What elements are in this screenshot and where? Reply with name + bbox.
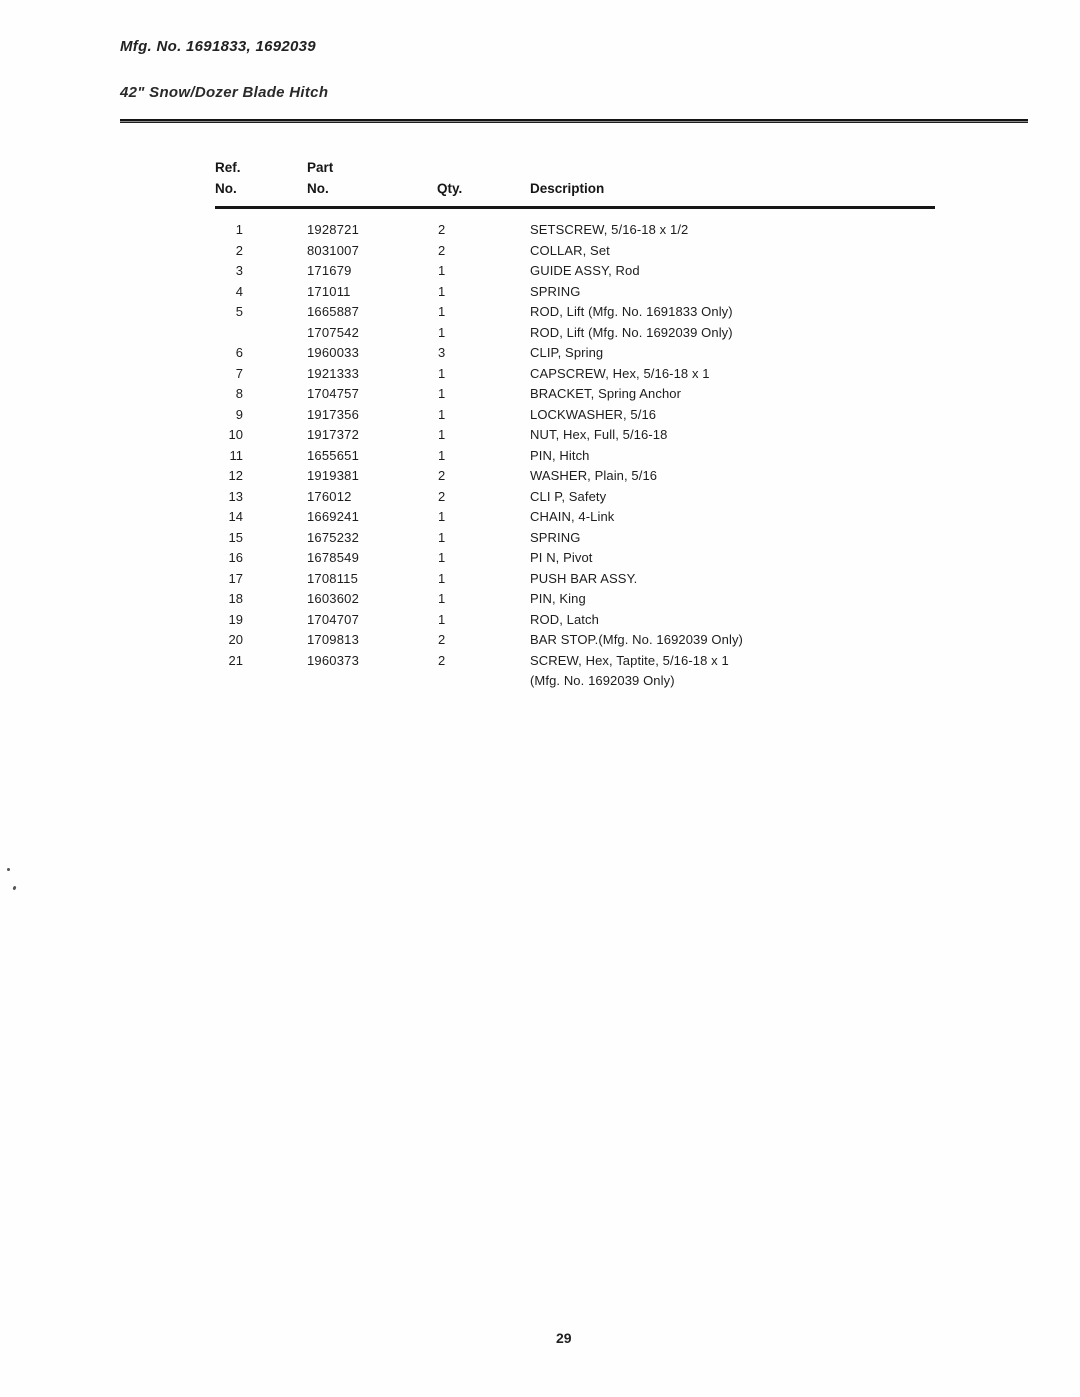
table-row bbox=[215, 466, 977, 487]
header-description bbox=[530, 157, 977, 199]
description-cell: SPRING bbox=[530, 529, 581, 545]
scan-artifact bbox=[7, 868, 10, 871]
qty-cell: 2 bbox=[438, 488, 446, 504]
ref-no-cell: 14 bbox=[228, 509, 243, 524]
header-part-line1: Part bbox=[307, 160, 334, 175]
qty-cell: 1 bbox=[438, 591, 446, 606]
table-row bbox=[215, 548, 977, 569]
ref-no-cell: 15 bbox=[228, 529, 243, 545]
ref-no-cell: 11 bbox=[229, 447, 243, 463]
ref-no-cell: 9 bbox=[235, 406, 243, 422]
qty-cell: 2 bbox=[438, 632, 446, 647]
table-row bbox=[215, 446, 977, 467]
ref-no-cell: 4 bbox=[235, 283, 243, 299]
table-row bbox=[215, 364, 977, 385]
table-row bbox=[215, 241, 977, 262]
ref-no-cell: 3 bbox=[235, 263, 243, 278]
ref-no-cell: 20 bbox=[228, 632, 243, 647]
header-rule bbox=[215, 206, 935, 209]
qty-cell: 1 bbox=[438, 550, 446, 565]
part-no-cell: 171679 bbox=[307, 263, 352, 278]
description-cell: PUSH BAR ASSY. bbox=[530, 570, 638, 586]
parts-table bbox=[215, 157, 977, 692]
qty-cell: 1 bbox=[438, 304, 446, 319]
ref-no-cell: 6 bbox=[235, 345, 243, 360]
table-row bbox=[215, 610, 977, 631]
qty-cell: 1 bbox=[438, 283, 446, 299]
table-row bbox=[215, 220, 977, 241]
page-number: 29 bbox=[556, 1330, 572, 1346]
header-part-line2: No. bbox=[307, 181, 329, 196]
part-no-cell: 8031007 bbox=[307, 242, 360, 258]
qty-cell: 3 bbox=[438, 345, 446, 360]
description-cell: ROD, Lift (Mfg. No. 1691833 Only) bbox=[530, 304, 733, 319]
description-cell: CLIP, Spring bbox=[530, 345, 604, 360]
ref-no-cell bbox=[215, 671, 243, 692]
part-no-cell: 1603602 bbox=[307, 591, 360, 606]
section-title: 42" Snow/Dozer Blade Hitch bbox=[120, 84, 329, 101]
qty-cell: 1 bbox=[438, 529, 446, 545]
ref-no-cell: 12 bbox=[228, 468, 243, 483]
description-cell: SCREW, Hex, Taptite, 5/16-18 x 1 bbox=[530, 652, 729, 668]
title-rule bbox=[120, 119, 1028, 123]
table-row bbox=[215, 507, 977, 528]
qty-cell: 1 bbox=[438, 570, 446, 586]
qty-cell: 1 bbox=[438, 447, 446, 463]
qty-cell: 1 bbox=[438, 406, 446, 422]
ref-no-cell: 21 bbox=[228, 652, 243, 668]
qty-cell: 2 bbox=[438, 468, 446, 483]
qty-cell bbox=[437, 671, 530, 692]
table-row bbox=[215, 343, 977, 364]
table-row bbox=[215, 651, 977, 672]
qty-cell: 1 bbox=[438, 324, 446, 340]
part-no-cell: 1709813 bbox=[307, 632, 360, 647]
ref-no-cell: 8 bbox=[235, 386, 243, 401]
part-no-cell: 1919381 bbox=[307, 468, 360, 483]
qty-cell: 2 bbox=[438, 222, 446, 237]
part-no-cell: 1917356 bbox=[307, 406, 360, 422]
part-no-cell: 1704757 bbox=[307, 386, 360, 401]
description-cell: BRACKET, Spring Anchor bbox=[530, 386, 682, 401]
description-cell: BAR STOP.(Mfg. No. 1692039 Only) bbox=[530, 632, 743, 647]
ref-no-cell: 17 bbox=[228, 570, 243, 586]
part-no-cell: 1669241 bbox=[307, 509, 360, 524]
description-cell: CHAIN, 4-Link bbox=[530, 509, 615, 524]
header-ref-line1: Ref. bbox=[215, 160, 241, 175]
table-row bbox=[215, 425, 977, 446]
ref-no-cell bbox=[215, 323, 243, 344]
description-cell: ROD, Latch bbox=[530, 611, 599, 627]
ref-no-cell: 1 bbox=[235, 222, 243, 237]
header-qty-label: Qty. bbox=[437, 181, 463, 196]
part-no-cell: 1655651 bbox=[307, 447, 360, 463]
part-no-cell: 171011 bbox=[307, 283, 351, 299]
qty-cell: 1 bbox=[438, 427, 446, 442]
ref-no-cell: 5 bbox=[235, 304, 243, 319]
description-cell: CLI P, Safety bbox=[530, 488, 607, 504]
part-no-cell: 1708115 bbox=[307, 570, 359, 586]
part-no-cell: 1665887 bbox=[307, 304, 360, 319]
table-row bbox=[215, 302, 977, 323]
description-cell: LOCKWASHER, 5/16 bbox=[530, 406, 657, 422]
description-cell: COLLAR, Set bbox=[530, 242, 610, 258]
table-row bbox=[215, 282, 977, 303]
table-row bbox=[215, 384, 977, 405]
table-row bbox=[215, 487, 977, 508]
description-cell: (Mfg. No. 1692039 Only) bbox=[530, 673, 675, 688]
description-cell: PIN, King bbox=[530, 591, 586, 606]
ref-no-cell: 16 bbox=[228, 550, 243, 565]
qty-cell: 2 bbox=[438, 652, 446, 668]
part-no-cell: 1707542 bbox=[307, 324, 360, 340]
qty-cell: 1 bbox=[438, 386, 446, 401]
part-no-cell: 1704707 bbox=[307, 611, 360, 627]
table-body bbox=[215, 220, 977, 692]
qty-cell: 2 bbox=[438, 242, 446, 258]
qty-cell: 1 bbox=[438, 263, 446, 278]
description-cell: SPRING bbox=[530, 283, 581, 299]
description-cell: ROD, Lift (Mfg. No. 1692039 Only) bbox=[530, 324, 733, 340]
part-no-cell: 1960373 bbox=[307, 652, 360, 668]
table-row bbox=[215, 261, 977, 282]
qty-cell: 1 bbox=[438, 611, 446, 627]
header-part-no bbox=[307, 157, 437, 199]
part-no-cell: 1960033 bbox=[307, 345, 360, 360]
header-qty bbox=[437, 157, 530, 199]
description-cell: PIN, Hitch bbox=[530, 447, 590, 463]
part-no-cell: 1917372 bbox=[307, 427, 360, 442]
description-cell: GUIDE ASSY, Rod bbox=[530, 263, 640, 278]
table-row bbox=[215, 528, 977, 549]
qty-cell: 1 bbox=[438, 509, 446, 524]
table-row bbox=[215, 569, 977, 590]
table-row bbox=[215, 323, 977, 344]
header-description-label: Description bbox=[530, 181, 605, 196]
description-cell: NUT, Hex, Full, 5/16-18 bbox=[530, 427, 668, 442]
header-ref-no bbox=[215, 157, 307, 199]
description-cell: PI N, Pivot bbox=[530, 550, 593, 565]
ref-no-cell: 18 bbox=[228, 591, 243, 606]
part-no-cell: 1675232 bbox=[307, 529, 360, 545]
ref-no-cell: 13 bbox=[228, 488, 243, 504]
ref-no-cell: 2 bbox=[235, 242, 243, 258]
part-no-cell: 176012 bbox=[307, 488, 352, 504]
description-cell: SETSCREW, 5/16-18 x 1/2 bbox=[530, 222, 689, 237]
description-cell: WASHER, Plain, 5/16 bbox=[530, 468, 658, 483]
header-ref-line2: No. bbox=[215, 181, 237, 196]
ref-no-cell: 19 bbox=[228, 611, 243, 627]
table-row bbox=[215, 630, 977, 651]
mfg-number-title: Mfg. No. 1691833, 1692039 bbox=[120, 38, 316, 55]
ref-no-cell: 7 bbox=[235, 365, 243, 381]
scan-artifact bbox=[12, 886, 16, 891]
table-row bbox=[215, 671, 977, 692]
description-cell: CAPSCREW, Hex, 5/16-18 x 1 bbox=[530, 365, 710, 381]
part-no-cell bbox=[307, 671, 437, 692]
qty-cell: 1 bbox=[438, 365, 446, 381]
table-header bbox=[215, 157, 977, 199]
part-no-cell: 1921333 bbox=[307, 365, 360, 381]
part-no-cell: 1928721 bbox=[307, 222, 360, 237]
ref-no-cell: 10 bbox=[228, 427, 243, 442]
part-no-cell: 1678549 bbox=[307, 550, 360, 565]
table-row bbox=[215, 589, 977, 610]
table-row bbox=[215, 405, 977, 426]
